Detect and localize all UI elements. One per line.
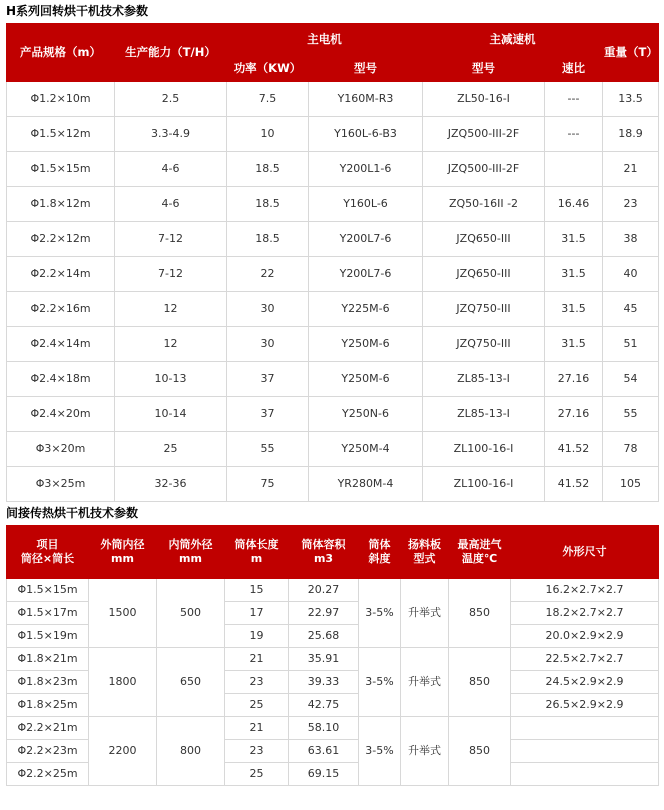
cell-capacity: 10-14 bbox=[115, 397, 227, 432]
cell-reducer-model: JZQ500-III-2F bbox=[423, 117, 545, 152]
th-length-unit: m bbox=[250, 552, 263, 565]
cell-dimension bbox=[511, 740, 659, 763]
cell-outer-diameter: 1500 bbox=[89, 579, 157, 648]
cell-reducer-model: JZQ650-III bbox=[423, 222, 545, 257]
cell-power: 55 bbox=[227, 432, 309, 467]
cell-dimension: 24.5×2.9×2.9 bbox=[511, 671, 659, 694]
cell-dimension: 22.5×2.7×2.7 bbox=[511, 648, 659, 671]
cell-slope: 3-5% bbox=[359, 648, 401, 717]
table-row bbox=[7, 222, 659, 257]
cell-lifter: 升举式 bbox=[401, 579, 449, 648]
section-title-2: 间接传热烘干机技术参数 bbox=[6, 506, 139, 520]
cell-weight: 21 bbox=[603, 152, 659, 187]
cell-spec: Φ1.8×25m bbox=[7, 694, 89, 717]
cell-weight: 13.5 bbox=[603, 82, 659, 117]
cell-motor-model: Y160L-6-B3 bbox=[309, 117, 423, 152]
cell-temperature: 850 bbox=[449, 579, 511, 648]
cell-ratio: --- bbox=[545, 82, 603, 117]
cell-motor-model: Y225M-6 bbox=[309, 292, 423, 327]
cell-spec: Φ2.2×25m bbox=[7, 763, 89, 786]
cell-power: 75 bbox=[227, 467, 309, 502]
cell-volume: 22.97 bbox=[289, 602, 359, 625]
th-volume bbox=[289, 526, 359, 579]
th-inner-diameter-unit: mm bbox=[179, 552, 202, 565]
cell-volume: 42.75 bbox=[289, 694, 359, 717]
th-reducer-model: 型号 bbox=[423, 55, 545, 82]
th-ratio: 速比 bbox=[545, 55, 603, 82]
cell-ratio bbox=[545, 152, 603, 187]
th-length-label: 筒体长度 bbox=[234, 538, 279, 551]
th-spec: 产品规格（m） bbox=[7, 24, 115, 82]
table1-header bbox=[7, 24, 659, 82]
cell-reducer-model: JZQ650-III bbox=[423, 257, 545, 292]
table-row bbox=[7, 717, 659, 740]
cell-reducer-model: ZL100-16-I bbox=[423, 432, 545, 467]
cell-capacity: 25 bbox=[115, 432, 227, 467]
table-row bbox=[7, 292, 659, 327]
th-main-motor: 主电机 bbox=[227, 24, 423, 55]
cell-weight: 78 bbox=[603, 432, 659, 467]
cell-power: 37 bbox=[227, 397, 309, 432]
cell-reducer-model: ZL100-16-I bbox=[423, 467, 545, 502]
table2-header bbox=[7, 526, 659, 579]
cell-weight: 54 bbox=[603, 362, 659, 397]
cell-ratio: 16.46 bbox=[545, 187, 603, 222]
cell-ratio: 27.16 bbox=[545, 362, 603, 397]
cell-lifter: 升举式 bbox=[401, 648, 449, 717]
table-row bbox=[7, 152, 659, 187]
cell-motor-model: Y200L7-6 bbox=[309, 257, 423, 292]
cell-weight: 105 bbox=[603, 467, 659, 502]
th-volume-label: 筒体容积 bbox=[301, 538, 346, 551]
cell-motor-model: YR280M-4 bbox=[309, 467, 423, 502]
th-temperature-line1: 最高进气 bbox=[457, 538, 502, 551]
cell-spec: Φ1.5×15m bbox=[7, 152, 115, 187]
th-dimension: 外形尺寸 bbox=[511, 526, 659, 579]
th-lifter-line2: 型式 bbox=[413, 552, 436, 565]
th-outer-diameter-label: 外筒内径 bbox=[100, 538, 145, 551]
cell-power: 10 bbox=[227, 117, 309, 152]
th-slope-line1: 筒体 bbox=[368, 538, 391, 551]
cell-power: 18.5 bbox=[227, 187, 309, 222]
cell-power: 37 bbox=[227, 362, 309, 397]
cell-spec: Φ3×20m bbox=[7, 432, 115, 467]
th-temperature-line2: 温度℃ bbox=[461, 552, 498, 565]
cell-spec: Φ2.2×23m bbox=[7, 740, 89, 763]
cell-spec: Φ1.2×10m bbox=[7, 82, 115, 117]
th-lifter-line1: 扬料板 bbox=[408, 538, 441, 551]
cell-reducer-model: JZQ750-III bbox=[423, 292, 545, 327]
cell-dimension bbox=[511, 717, 659, 740]
th-motor-model: 型号 bbox=[309, 55, 423, 82]
cell-spec: Φ1.8×21m bbox=[7, 648, 89, 671]
th-length bbox=[225, 526, 289, 579]
table-row bbox=[7, 467, 659, 502]
th-item bbox=[7, 526, 89, 579]
cell-reducer-model: ZL85-13-I bbox=[423, 362, 545, 397]
cell-volume: 69.15 bbox=[289, 763, 359, 786]
cell-ratio: --- bbox=[545, 117, 603, 152]
cell-motor-model: Y160L-6 bbox=[309, 187, 423, 222]
cell-spec: Φ2.2×12m bbox=[7, 222, 115, 257]
cell-length: 23 bbox=[225, 671, 289, 694]
cell-reducer-model: ZL50-16-I bbox=[423, 82, 545, 117]
cell-spec: Φ2.2×16m bbox=[7, 292, 115, 327]
cell-ratio: 31.5 bbox=[545, 292, 603, 327]
cell-ratio: 41.52 bbox=[545, 467, 603, 502]
cell-outer-diameter: 2200 bbox=[89, 717, 157, 786]
table-row bbox=[7, 362, 659, 397]
table-row bbox=[7, 82, 659, 117]
table-row bbox=[7, 579, 659, 602]
cell-volume: 63.61 bbox=[289, 740, 359, 763]
cell-ratio: 31.5 bbox=[545, 327, 603, 362]
th-outer-diameter bbox=[89, 526, 157, 579]
cell-spec: Φ1.5×19m bbox=[7, 625, 89, 648]
cell-length: 21 bbox=[225, 717, 289, 740]
th-item-line1: 项目 bbox=[36, 538, 59, 551]
cell-weight: 18.9 bbox=[603, 117, 659, 152]
th-main-reducer: 主减速机 bbox=[423, 24, 603, 55]
th-slope-line2: 斜度 bbox=[368, 552, 391, 565]
th-temperature bbox=[449, 526, 511, 579]
cell-power: 30 bbox=[227, 327, 309, 362]
th-volume-unit: m3 bbox=[313, 552, 334, 565]
cell-capacity: 12 bbox=[115, 327, 227, 362]
cell-volume: 35.91 bbox=[289, 648, 359, 671]
cell-motor-model: Y200L7-6 bbox=[309, 222, 423, 257]
cell-capacity: 4-6 bbox=[115, 152, 227, 187]
cell-weight: 40 bbox=[603, 257, 659, 292]
cell-weight: 45 bbox=[603, 292, 659, 327]
cell-capacity: 32-36 bbox=[115, 467, 227, 502]
cell-motor-model: Y250M-6 bbox=[309, 327, 423, 362]
cell-volume: 25.68 bbox=[289, 625, 359, 648]
th-item-line2: 筒径×筒长 bbox=[20, 552, 75, 565]
table1-body bbox=[7, 82, 659, 502]
table-row bbox=[7, 432, 659, 467]
cell-spec: Φ1.8×23m bbox=[7, 671, 89, 694]
cell-weight: 55 bbox=[603, 397, 659, 432]
cell-temperature: 850 bbox=[449, 717, 511, 786]
cell-capacity: 4-6 bbox=[115, 187, 227, 222]
cell-length: 19 bbox=[225, 625, 289, 648]
cell-ratio: 31.5 bbox=[545, 257, 603, 292]
cell-dimension bbox=[511, 763, 659, 786]
cell-spec: Φ1.5×17m bbox=[7, 602, 89, 625]
cell-spec: Φ1.8×12m bbox=[7, 187, 115, 222]
th-weight: 重量（T） bbox=[603, 24, 659, 82]
cell-capacity: 10-13 bbox=[115, 362, 227, 397]
cell-power: 18.5 bbox=[227, 152, 309, 187]
cell-inner-diameter: 500 bbox=[157, 579, 225, 648]
cell-capacity: 2.5 bbox=[115, 82, 227, 117]
cell-weight: 51 bbox=[603, 327, 659, 362]
cell-motor-model: Y250M-4 bbox=[309, 432, 423, 467]
table-indirect-heating-dryer-parameters bbox=[6, 525, 659, 786]
cell-ratio: 31.5 bbox=[545, 222, 603, 257]
cell-spec: Φ2.4×20m bbox=[7, 397, 115, 432]
cell-volume: 58.10 bbox=[289, 717, 359, 740]
th-outer-diameter-unit: mm bbox=[111, 552, 134, 565]
cell-length: 25 bbox=[225, 694, 289, 717]
cell-motor-model: Y200L1-6 bbox=[309, 152, 423, 187]
cell-ratio: 27.16 bbox=[545, 397, 603, 432]
cell-length: 17 bbox=[225, 602, 289, 625]
cell-reducer-model: JZQ750-III bbox=[423, 327, 545, 362]
cell-spec: Φ3×25m bbox=[7, 467, 115, 502]
cell-volume: 20.27 bbox=[289, 579, 359, 602]
cell-slope: 3-5% bbox=[359, 717, 401, 786]
cell-slope: 3-5% bbox=[359, 579, 401, 648]
cell-outer-diameter: 1800 bbox=[89, 648, 157, 717]
th-inner-diameter-label: 内筒外径 bbox=[168, 538, 213, 551]
cell-inner-diameter: 650 bbox=[157, 648, 225, 717]
th-power: 功率（KW） bbox=[227, 55, 309, 82]
table-row bbox=[7, 257, 659, 292]
table-row bbox=[7, 117, 659, 152]
cell-motor-model: Y250N-6 bbox=[309, 397, 423, 432]
cell-ratio: 41.52 bbox=[545, 432, 603, 467]
cell-capacity: 3.3-4.9 bbox=[115, 117, 227, 152]
cell-spec: Φ1.5×15m bbox=[7, 579, 89, 602]
cell-capacity: 7-12 bbox=[115, 222, 227, 257]
cell-dimension: 26.5×2.9×2.9 bbox=[511, 694, 659, 717]
table-rotary-dryer-parameters bbox=[6, 23, 659, 502]
th-slope bbox=[359, 526, 401, 579]
table-row bbox=[7, 327, 659, 362]
cell-length: 15 bbox=[225, 579, 289, 602]
cell-reducer-model: JZQ500-III-2F bbox=[423, 152, 545, 187]
cell-dimension: 20.0×2.9×2.9 bbox=[511, 625, 659, 648]
cell-power: 22 bbox=[227, 257, 309, 292]
cell-spec: Φ1.5×12m bbox=[7, 117, 115, 152]
cell-length: 21 bbox=[225, 648, 289, 671]
cell-power: 18.5 bbox=[227, 222, 309, 257]
cell-power: 30 bbox=[227, 292, 309, 327]
cell-lifter: 升举式 bbox=[401, 717, 449, 786]
cell-weight: 38 bbox=[603, 222, 659, 257]
cell-motor-model: Y250M-6 bbox=[309, 362, 423, 397]
table-row bbox=[7, 648, 659, 671]
cell-spec: Φ2.4×18m bbox=[7, 362, 115, 397]
cell-inner-diameter: 800 bbox=[157, 717, 225, 786]
cell-dimension: 16.2×2.7×2.7 bbox=[511, 579, 659, 602]
cell-power: 7.5 bbox=[227, 82, 309, 117]
cell-weight: 23 bbox=[603, 187, 659, 222]
th-capacity: 生产能力（T/H） bbox=[115, 24, 227, 82]
cell-length: 23 bbox=[225, 740, 289, 763]
cell-dimension: 18.2×2.7×2.7 bbox=[511, 602, 659, 625]
table2-body bbox=[7, 579, 659, 786]
section-title-1: H系列回转烘干机技术参数 bbox=[6, 4, 149, 18]
cell-spec: Φ2.4×14m bbox=[7, 327, 115, 362]
cell-capacity: 7-12 bbox=[115, 257, 227, 292]
table-row bbox=[7, 397, 659, 432]
cell-spec: Φ2.2×14m bbox=[7, 257, 115, 292]
cell-reducer-model: ZQ50-16II -2 bbox=[423, 187, 545, 222]
cell-spec: Φ2.2×21m bbox=[7, 717, 89, 740]
cell-reducer-model: ZL85-13-I bbox=[423, 397, 545, 432]
th-lifter bbox=[401, 526, 449, 579]
cell-length: 25 bbox=[225, 763, 289, 786]
cell-motor-model: Y160M-R3 bbox=[309, 82, 423, 117]
cell-temperature: 850 bbox=[449, 648, 511, 717]
table-row bbox=[7, 187, 659, 222]
th-inner-diameter bbox=[157, 526, 225, 579]
cell-volume: 39.33 bbox=[289, 671, 359, 694]
cell-capacity: 12 bbox=[115, 292, 227, 327]
